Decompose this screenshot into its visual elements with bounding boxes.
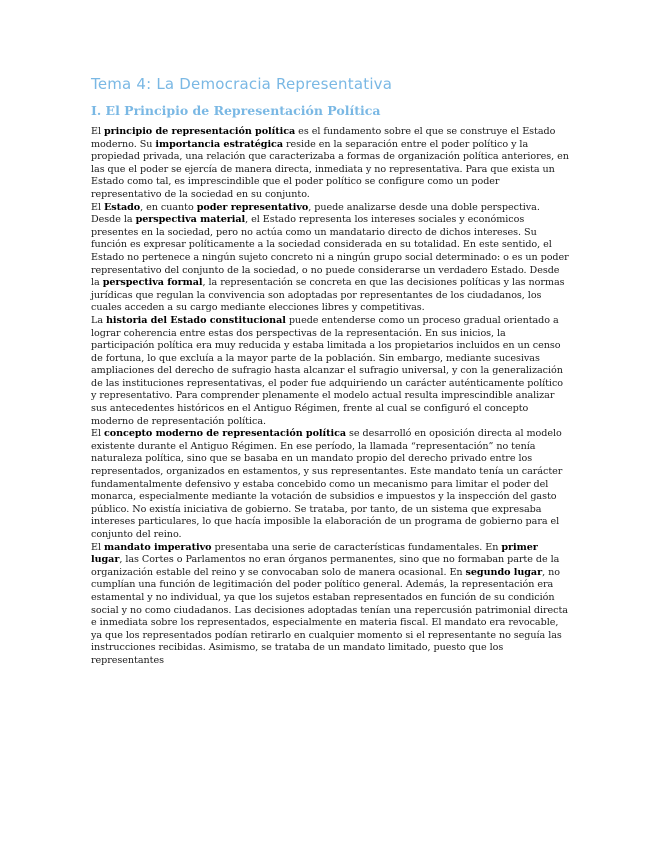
bold-term: perspectiva material bbox=[135, 214, 246, 226]
bold-term: historia del Estado constitucional bbox=[106, 314, 286, 326]
text-run: El bbox=[91, 428, 104, 440]
text-run: , no cumplían una función de legitimación del poder político general. Además, la representación era estamental y no individual, ya que los sujetos estaban representados en función de su condición social y no como ciudadanos. Las decisiones adoptadas tenían una repercusión patrimonial directa e inmediata sobre los representados, especialmente en materia fiscal. El mandato era revocable, ya que los representados podían retirarlo en cualquier momento si el representante no seguía las instrucciones recibidas. Asimismo, se trataba de un mandato limitado, puesto que los representantes bbox=[91, 566, 568, 666]
document-title: Tema 4: La Democracia Representativa bbox=[91, 75, 393, 93]
bold-term: primer lugar bbox=[91, 541, 538, 566]
bold-term: concepto moderno de representación política bbox=[103, 428, 347, 440]
text-run: , la representación se concreta en que las decisiones políticas y las normas jurídicas que regulan la convivencia son adoptadas por representantes de los ciudadanos, los cuales acceden a su cargo mediante elecciones libres y competitivas. bbox=[91, 277, 565, 314]
body-text bbox=[91, 126, 569, 668]
text-run: El bbox=[91, 126, 104, 137]
bold-term: Estado bbox=[103, 201, 141, 213]
text-run: , el Estado representa los intereses sociales y económicos presentes en la sociedad, pero no actúa como un mandatario directo de dichos intereses. Su función es expresar políticamente a la sociedad considerada en su totalidad. En este sentido, el Estado no pertenece a ningún sujeto concreto ni a ningún grupo social determinado: o es un poder representativo del conjunto de la sociedad, o no puede considerarse un verdadero Estado. Desde la bbox=[91, 214, 569, 289]
paragraph bbox=[91, 542, 569, 668]
text-run: , las Cortes o Parlamentos no eran órganos permanentes, sino que no formaban parte de la organización estable del reino y se convocaban solo de manera ocasional. En bbox=[91, 554, 560, 578]
bold-term: segundo lugar bbox=[465, 566, 543, 578]
bold-term: perspectiva formal bbox=[102, 277, 203, 289]
text-run: reside en la separación entre el poder político y la propiedad privada, una relación que caracterizaba a formas de organización política anteriores, en las que el poder se ejercía de manera directa, inmediata y no representativa. Para que exista un Estado como tal, es imprescindible que el poder político se configure como un poder representativo de la sociedad en su conjunto. bbox=[91, 138, 569, 200]
bold-term: principio de representación política bbox=[103, 126, 296, 137]
paragraph bbox=[91, 202, 569, 315]
text-run: puede entenderse como un proceso gradual orientado a lograr coherencia entre estas dos perspectivas de la representación. En sus inicios, la participación política era muy reducida y estaba limitada a los propietarios incluidos en un censo de fortuna, lo que excluía a la mayor parte de la población. Sin embargo, mediante sucesivas ampliaciones del derecho de sufragio hasta alcanzar el sufragio universal, y con la generalización de las instituciones representativas, el poder fue adquiriendo un carácter auténticamente político y representativo. Para comprender plenamente el modelo actual resulta imprescindible analizar sus antecedentes históricos en el Antiguo Régimen, frente al cual se configuró el concepto moderno de representación política. bbox=[91, 314, 564, 427]
paragraph bbox=[91, 126, 569, 202]
paragraph bbox=[91, 428, 569, 541]
section-heading: I. El Principio de Representación Política bbox=[91, 103, 381, 118]
text-run: se desarrolló en oposición directa al modelo existente durante el Antiguo Régimen. En ese período, la llamada “representación” no tenía naturaleza política, sino que se basaba en un mandato propio del derecho privado entre los representados, organizados en estamentos, y sus representantes. Este mandato tenía un carácter fundamentalmente defensivo y estaba concebido como un mecanismo para limitar el poder del monarca, especialmente mediante la votación de subsidios e impuestos y la inspección del gasto público. No existía iniciativa de gobierno. Se trataba, por tanto, de un sistema que expresaba intereses particulares, lo que hacía imposible la elaboración de un programa de gobierno para el conjunto del reino. bbox=[91, 428, 563, 540]
text-run: , puede analizarse desde una doble perspectiva. Desde la bbox=[91, 201, 540, 226]
text-run: es el fundamento sobre el que se construye el Estado moderno. Su bbox=[91, 126, 556, 150]
text-run: El bbox=[91, 541, 104, 553]
document-content bbox=[91, 74, 569, 668]
bold-term: poder representativo bbox=[196, 201, 309, 213]
text-run: El bbox=[91, 201, 104, 213]
text-run: presentaba una serie de características fundamentales. En bbox=[211, 541, 502, 553]
bold-term: mandato imperativo bbox=[103, 541, 212, 553]
text-run: La bbox=[91, 314, 106, 326]
text-run: , en cuanto bbox=[140, 201, 197, 213]
paragraph bbox=[91, 315, 569, 428]
bold-term: importancia estratégica bbox=[155, 138, 284, 150]
